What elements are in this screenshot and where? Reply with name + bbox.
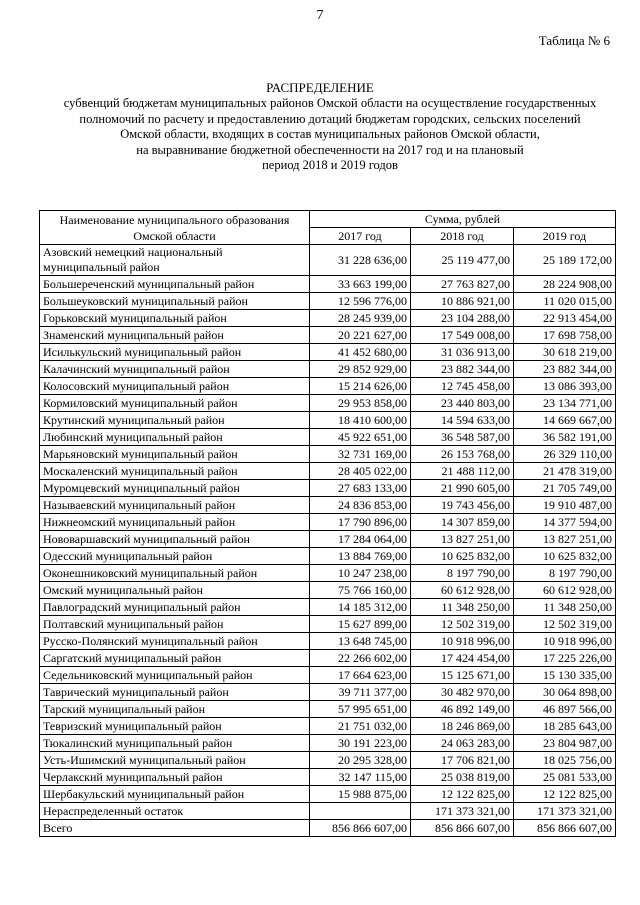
row-name: Тевризский муниципальный район xyxy=(40,718,310,735)
row-name: Знаменский муниципальный район xyxy=(40,327,310,344)
row-value-2017: 75 766 160,00 xyxy=(310,582,411,599)
row-value-2019: 15 130 335,00 xyxy=(514,667,616,684)
row-value-2017: 21 751 032,00 xyxy=(310,718,411,735)
row-value-2019: 19 910 487,00 xyxy=(514,497,616,514)
heading-line: Омской области, входящих в состав муниципальных районов Омской области, xyxy=(120,127,540,142)
row-value-2017: 17 284 064,00 xyxy=(310,531,411,548)
table-row xyxy=(40,412,616,429)
row-value-2017: 14 185 312,00 xyxy=(310,599,411,616)
row-value-2017: 32 147 115,00 xyxy=(310,769,411,786)
row-name: Нововаршавский муниципальный район xyxy=(40,531,310,548)
row-value-2019: 28 224 908,00 xyxy=(514,276,616,293)
row-value-2017: 28 405 022,00 xyxy=(310,463,411,480)
row-value-2018: 13 827 251,00 xyxy=(411,531,514,548)
row-value-2018: 12 122 825,00 xyxy=(411,786,514,803)
row-value-2018: 14 594 633,00 xyxy=(411,412,514,429)
row-value-2018: 171 373 321,00 xyxy=(411,803,514,820)
row-value-2019: 8 197 790,00 xyxy=(514,565,616,582)
row-value-2019: 18 285 643,00 xyxy=(514,718,616,735)
row-value-2018: 17 549 008,00 xyxy=(411,327,514,344)
distribution-table xyxy=(39,210,616,837)
row-value-2019: 14 669 667,00 xyxy=(514,412,616,429)
row-value-2018: 10 918 996,00 xyxy=(411,633,514,650)
row-value-2017: 15 988 875,00 xyxy=(310,786,411,803)
row-value-2019: 17 698 758,00 xyxy=(514,327,616,344)
row-value-2019: 10 625 832,00 xyxy=(514,548,616,565)
row-value-2018: 27 763 827,00 xyxy=(411,276,514,293)
row-value-2019: 13 086 393,00 xyxy=(514,378,616,395)
row-value-2018: 23 440 803,00 xyxy=(411,395,514,412)
row-name: Оконешниковский муниципальный район xyxy=(40,565,310,582)
row-value-2018: 14 307 859,00 xyxy=(411,514,514,531)
row-name: Саргатский муниципальный район xyxy=(40,650,310,667)
row-value-2017: 39 711 377,00 xyxy=(310,684,411,701)
row-value-2019: 11 348 250,00 xyxy=(514,599,616,616)
row-value-2019: 36 582 191,00 xyxy=(514,429,616,446)
row-value-2019: 856 866 607,00 xyxy=(514,820,616,837)
row-value-2017: 24 836 853,00 xyxy=(310,497,411,514)
row-value-2017: 57 995 651,00 xyxy=(310,701,411,718)
row-value-2018: 23 882 344,00 xyxy=(411,361,514,378)
row-value-2018: 11 348 250,00 xyxy=(411,599,514,616)
row-value-2019: 21 478 319,00 xyxy=(514,463,616,480)
row-value-2019: 25 081 533,00 xyxy=(514,769,616,786)
row-value-2018: 8 197 790,00 xyxy=(411,565,514,582)
row-value-2019: 23 134 771,00 xyxy=(514,395,616,412)
row-value-2018: 10 886 921,00 xyxy=(411,293,514,310)
row-value-2018: 15 125 671,00 xyxy=(411,667,514,684)
row-value-2017: 22 266 602,00 xyxy=(310,650,411,667)
row-value-2018: 24 063 283,00 xyxy=(411,735,514,752)
header-year-2019: 2019 год xyxy=(514,228,616,245)
row-name: Тарский муниципальный район xyxy=(40,701,310,718)
table-row xyxy=(40,650,616,667)
table-row xyxy=(40,701,616,718)
row-value-2017: 10 247 238,00 xyxy=(310,565,411,582)
row-value-2018: 10 625 832,00 xyxy=(411,548,514,565)
row-name: Павлоградский муниципальный район xyxy=(40,599,310,616)
row-value-2017: 12 596 776,00 xyxy=(310,293,411,310)
row-name: Калачинский муниципальный район xyxy=(40,361,310,378)
table-row xyxy=(40,684,616,701)
row-value-2017: 13 884 769,00 xyxy=(310,548,411,565)
row-value-2019: 11 020 015,00 xyxy=(514,293,616,310)
table-row xyxy=(40,803,616,820)
row-value-2018: 17 424 454,00 xyxy=(411,650,514,667)
table-row xyxy=(40,616,616,633)
header-sum: Сумма, рублей xyxy=(310,211,616,228)
row-value-2018: 25 038 819,00 xyxy=(411,769,514,786)
row-value-2017: 28 245 939,00 xyxy=(310,310,411,327)
row-value-2018: 856 866 607,00 xyxy=(411,820,514,837)
table-row xyxy=(40,667,616,684)
row-name: Называевский муниципальный район xyxy=(40,497,310,514)
row-value-2018: 31 036 913,00 xyxy=(411,344,514,361)
row-value-2018: 17 706 821,00 xyxy=(411,752,514,769)
row-value-2018: 60 612 928,00 xyxy=(411,582,514,599)
row-value-2017: 31 228 636,00 xyxy=(310,245,411,276)
row-value-2019: 23 804 987,00 xyxy=(514,735,616,752)
table-row xyxy=(40,735,616,752)
row-name: Всего xyxy=(40,820,310,837)
table-row xyxy=(40,344,616,361)
row-name: Таврический муниципальный район xyxy=(40,684,310,701)
row-value-2019: 12 122 825,00 xyxy=(514,786,616,803)
document-title: РАСПРЕДЕЛЕНИЕ xyxy=(266,80,374,95)
row-value-2018: 26 153 768,00 xyxy=(411,446,514,463)
row-value-2019: 17 225 226,00 xyxy=(514,650,616,667)
heading-line: субвенций бюджетам муниципальных районов Омской области на осуществление государственных xyxy=(63,96,597,110)
row-name: Тюкалинский муниципальный район xyxy=(40,735,310,752)
table-row xyxy=(40,820,616,837)
row-value-2018: 19 743 456,00 xyxy=(411,497,514,514)
row-value-2018: 23 104 288,00 xyxy=(411,310,514,327)
row-name: Полтавский муниципальный район xyxy=(40,616,310,633)
row-name: Нижнеомский муниципальный район xyxy=(40,514,310,531)
table-row xyxy=(40,245,616,276)
table-row xyxy=(40,293,616,310)
table-row xyxy=(40,582,616,599)
row-value-2019: 30 064 898,00 xyxy=(514,684,616,701)
row-value-2017: 27 683 133,00 xyxy=(310,480,411,497)
row-value-2018: 12 502 319,00 xyxy=(411,616,514,633)
row-value-2018: 12 745 458,00 xyxy=(411,378,514,395)
row-value-2017: 15 214 626,00 xyxy=(310,378,411,395)
row-value-2017: 32 731 169,00 xyxy=(310,446,411,463)
table-row xyxy=(40,276,616,293)
row-value-2019: 25 189 172,00 xyxy=(514,245,616,276)
row-value-2017: 33 663 199,00 xyxy=(310,276,411,293)
header-name-column: Наименование муниципального образования Омской области xyxy=(40,211,310,245)
row-value-2018: 36 548 587,00 xyxy=(411,429,514,446)
table-row xyxy=(40,463,616,480)
row-value-2017: 45 922 651,00 xyxy=(310,429,411,446)
row-value-2017: 17 790 896,00 xyxy=(310,514,411,531)
table-row xyxy=(40,361,616,378)
row-value-2017: 15 627 899,00 xyxy=(310,616,411,633)
row-value-2019: 22 913 454,00 xyxy=(514,310,616,327)
row-value-2017: 29 953 858,00 xyxy=(310,395,411,412)
row-name: Большеуковский муниципальный район xyxy=(40,293,310,310)
row-value-2019: 30 618 219,00 xyxy=(514,344,616,361)
table-row xyxy=(40,480,616,497)
row-value-2018: 18 246 869,00 xyxy=(411,718,514,735)
table-row xyxy=(40,497,616,514)
header-year-2018: 2018 год xyxy=(411,228,514,245)
row-value-2019: 14 377 594,00 xyxy=(514,514,616,531)
table-row xyxy=(40,633,616,650)
row-value-2018: 46 892 149,00 xyxy=(411,701,514,718)
row-name: Седельниковский муниципальный район xyxy=(40,667,310,684)
table-row xyxy=(40,769,616,786)
row-name: Горьковский муниципальный район xyxy=(40,310,310,327)
table-row xyxy=(40,752,616,769)
table-row xyxy=(40,310,616,327)
row-value-2017: 29 852 929,00 xyxy=(310,361,411,378)
row-value-2019: 171 373 321,00 xyxy=(514,803,616,820)
row-value-2018: 25 119 477,00 xyxy=(411,245,514,276)
table-row xyxy=(40,718,616,735)
document-heading xyxy=(40,96,620,174)
row-value-2017: 20 221 627,00 xyxy=(310,327,411,344)
header-year-2017: 2017 год xyxy=(310,228,411,245)
table-row xyxy=(40,548,616,565)
row-value-2017: 41 452 680,00 xyxy=(310,344,411,361)
row-value-2018: 21 488 112,00 xyxy=(411,463,514,480)
row-name: Кормиловский муниципальный район xyxy=(40,395,310,412)
table-row xyxy=(40,531,616,548)
row-value-2019: 26 329 110,00 xyxy=(514,446,616,463)
row-value-2019: 12 502 319,00 xyxy=(514,616,616,633)
table-row xyxy=(40,599,616,616)
row-name: Москаленский муниципальный район xyxy=(40,463,310,480)
table-row xyxy=(40,327,616,344)
table-row xyxy=(40,378,616,395)
row-value-2019: 23 882 344,00 xyxy=(514,361,616,378)
row-name: Марьяновский муниципальный район xyxy=(40,446,310,463)
table-row xyxy=(40,446,616,463)
heading-line: полномочий по расчету и предоставлению дотаций бюджетам городских, сельских поселений xyxy=(79,111,581,126)
row-value-2017: 20 295 328,00 xyxy=(310,752,411,769)
row-value-2019: 21 705 749,00 xyxy=(514,480,616,497)
row-name: Большереченский муниципальный район xyxy=(40,276,310,293)
row-name: Любинский муниципальный район xyxy=(40,429,310,446)
row-name: Азовский немецкий национальный муниципальный район xyxy=(40,245,310,276)
row-value-2018: 21 990 605,00 xyxy=(411,480,514,497)
row-value-2019: 13 827 251,00 xyxy=(514,531,616,548)
row-name: Муромцевский муниципальный район xyxy=(40,480,310,497)
row-name: Крутинский муниципальный район xyxy=(40,412,310,429)
row-value-2018: 30 482 970,00 xyxy=(411,684,514,701)
table-row xyxy=(40,429,616,446)
row-name: Усть-Ишимский муниципальный район xyxy=(40,752,310,769)
row-name: Одесский муниципальный район xyxy=(40,548,310,565)
table-label: Таблица № 6 xyxy=(538,33,610,48)
row-value-2019: 46 897 566,00 xyxy=(514,701,616,718)
page-number: 7 xyxy=(316,8,324,23)
row-value-2017: 18 410 600,00 xyxy=(310,412,411,429)
table-body xyxy=(40,245,616,837)
heading-line: период 2018 и 2019 годов xyxy=(262,158,398,173)
row-value-2017: 30 191 223,00 xyxy=(310,735,411,752)
table-row xyxy=(40,514,616,531)
row-name: Омский муниципальный район xyxy=(40,582,310,599)
table-row xyxy=(40,786,616,803)
row-value-2017: 17 664 623,00 xyxy=(310,667,411,684)
table-row xyxy=(40,565,616,582)
row-name: Русско-Полянский муниципальный район xyxy=(40,633,310,650)
table-row xyxy=(40,395,616,412)
row-value-2017 xyxy=(310,803,411,820)
row-name: Нераспределенный остаток xyxy=(40,803,310,820)
row-value-2017: 13 648 745,00 xyxy=(310,633,411,650)
row-name: Колосовский муниципальный район xyxy=(40,378,310,395)
row-value-2019: 18 025 756,00 xyxy=(514,752,616,769)
row-value-2019: 60 612 928,00 xyxy=(514,582,616,599)
row-value-2017: 856 866 607,00 xyxy=(310,820,411,837)
heading-line: на выравнивание бюджетной обеспеченности на 2017 год и на плановый xyxy=(136,142,524,157)
row-name: Черлакский муниципальный район xyxy=(40,769,310,786)
row-name: Исилькульский муниципальный район xyxy=(40,344,310,361)
row-name: Шербакульский муниципальный район xyxy=(40,786,310,803)
row-value-2019: 10 918 996,00 xyxy=(514,633,616,650)
